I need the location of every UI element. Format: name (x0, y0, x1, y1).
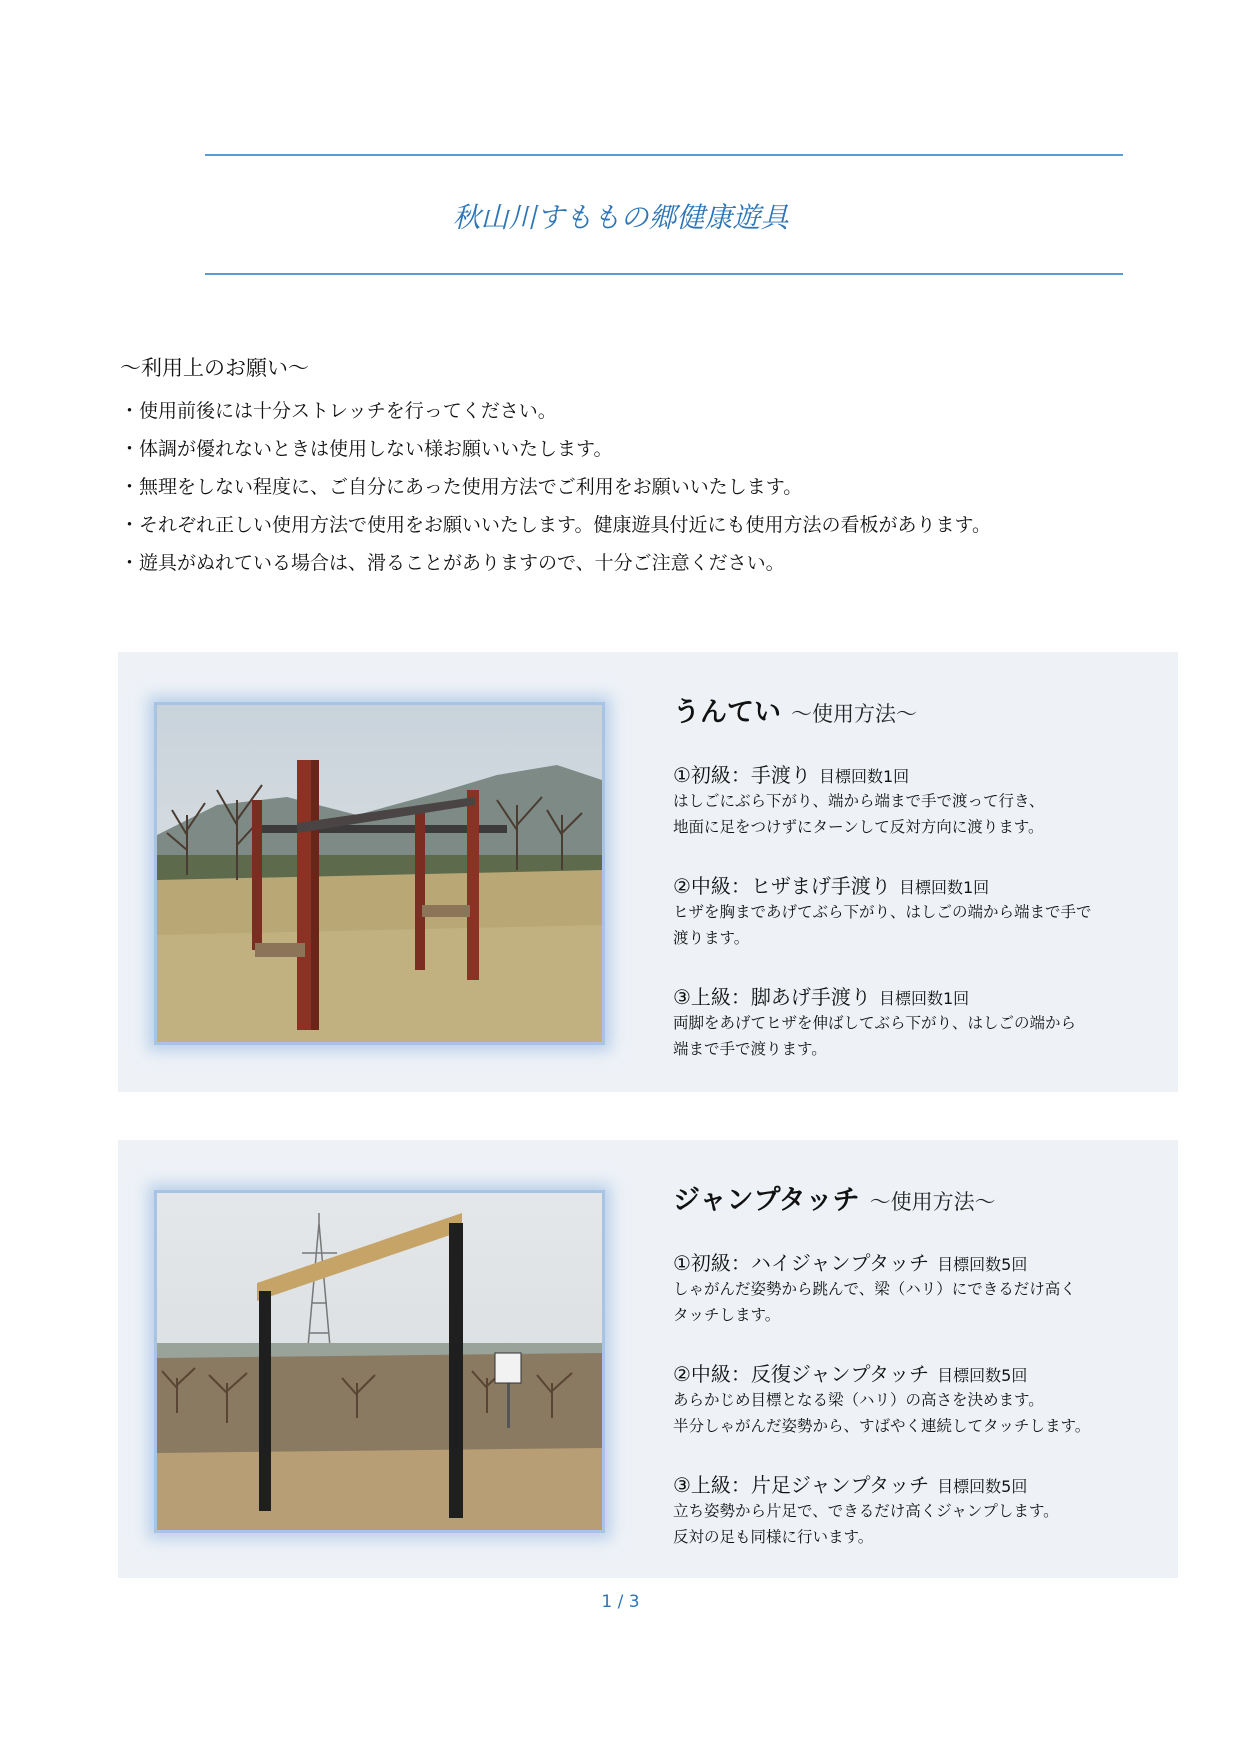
level-title: ③上級：片足ジャンプタッチ (673, 1473, 930, 1497)
usage-notes (120, 352, 1160, 582)
page-number: 1 / 3 (601, 1592, 640, 1612)
document-title: 秋山川すももの郷健康遊具 (452, 201, 789, 234)
usage-note-item: ・それぞれ正しい使用方法で使用をお願いいたします。健康遊具付近にも使用方法の看板があります。 (120, 514, 991, 536)
equipment-heading (673, 1178, 1153, 1217)
level-target: 目標回数5回 (937, 1366, 1028, 1385)
level-description: あらかじめ目標となる梁（ハリ）の高さを決めます。 半分しゃがんだ姿勢から、すばやく連続してタッチします。 (673, 1391, 1091, 1435)
equipment-subtitle: ～使用方法～ (791, 702, 917, 726)
jump-touch-photo (154, 1190, 605, 1533)
usage-notes-heading: ～利用上のお願い～ (120, 356, 309, 380)
monkey-bars-instructions (673, 690, 1153, 1062)
usage-note-item: ・無理をしない程度に、ご自分にあった使用方法でご利用をお願いいたします。 (120, 476, 803, 498)
level-advanced (673, 981, 1153, 1062)
jump-touch-photo-icon (157, 1193, 602, 1530)
monkey-bars-photo (154, 702, 605, 1045)
equipment-heading (673, 690, 1153, 729)
level-intermediate (673, 1358, 1153, 1439)
level-description: はしごにぶら下がり、端から端まで手で渡って行き、 地面に足をつけずにターンして反対方向に渡ります。 (673, 792, 1045, 836)
level-title: ②中級：ヒザまげ手渡り (673, 874, 891, 898)
level-title: ①初級：手渡り (673, 763, 811, 787)
usage-note-item: ・体調が優れないときは使用しない様お願いいたします。 (120, 438, 613, 460)
level-beginner (673, 759, 1153, 840)
monkey-bars-photo-icon (157, 705, 602, 1042)
equipment-panel-monkey-bars (118, 652, 1178, 1092)
equipment-name: うんてい (673, 697, 781, 728)
level-description: 立ち姿勢から片足で、できるだけ高くジャンプします。 反対の足も同様に行います。 (673, 1502, 1059, 1546)
level-title: ③上級：脚あげ手渡り (673, 985, 871, 1009)
equipment-subtitle: ～使用方法～ (869, 1190, 996, 1214)
level-title: ①初級：ハイジャンプタッチ (673, 1251, 930, 1275)
level-title: ②中級：反復ジャンプタッチ (673, 1362, 930, 1386)
level-description: ヒザを胸まであげてぶら下がり、はしごの端から端まで手で 渡ります。 (673, 903, 1092, 947)
level-target: 目標回数5回 (937, 1255, 1028, 1274)
level-advanced (673, 1469, 1153, 1550)
jump-touch-instructions (673, 1178, 1153, 1550)
level-description: 両脚をあげてヒザを伸ばしてぶら下がり、はしごの端から 端まで手で渡ります。 (673, 1014, 1077, 1058)
equipment-panel-jump-touch (118, 1140, 1178, 1578)
level-target: 目標回数5回 (937, 1477, 1028, 1496)
usage-note-item: ・遊具がぬれている場合は、滑ることがありますので、十分ご注意ください。 (120, 552, 785, 574)
level-target: 目標回数1回 (878, 989, 970, 1008)
equipment-name: ジャンプタッチ (673, 1185, 860, 1216)
usage-note-item: ・使用前後には十分ストレッチを行ってください。 (120, 400, 557, 422)
level-beginner (673, 1247, 1153, 1328)
level-description: しゃがんだ姿勢から跳んで、梁（ハリ）にできるだけ高く タッチします。 (673, 1280, 1076, 1324)
level-intermediate (673, 870, 1153, 951)
usage-notes-list (120, 392, 1160, 582)
level-target: 目標回数1回 (818, 767, 910, 786)
level-target: 目標回数1回 (898, 878, 990, 897)
header-rule-bottom (205, 273, 1123, 275)
header-rule-top (205, 154, 1123, 156)
